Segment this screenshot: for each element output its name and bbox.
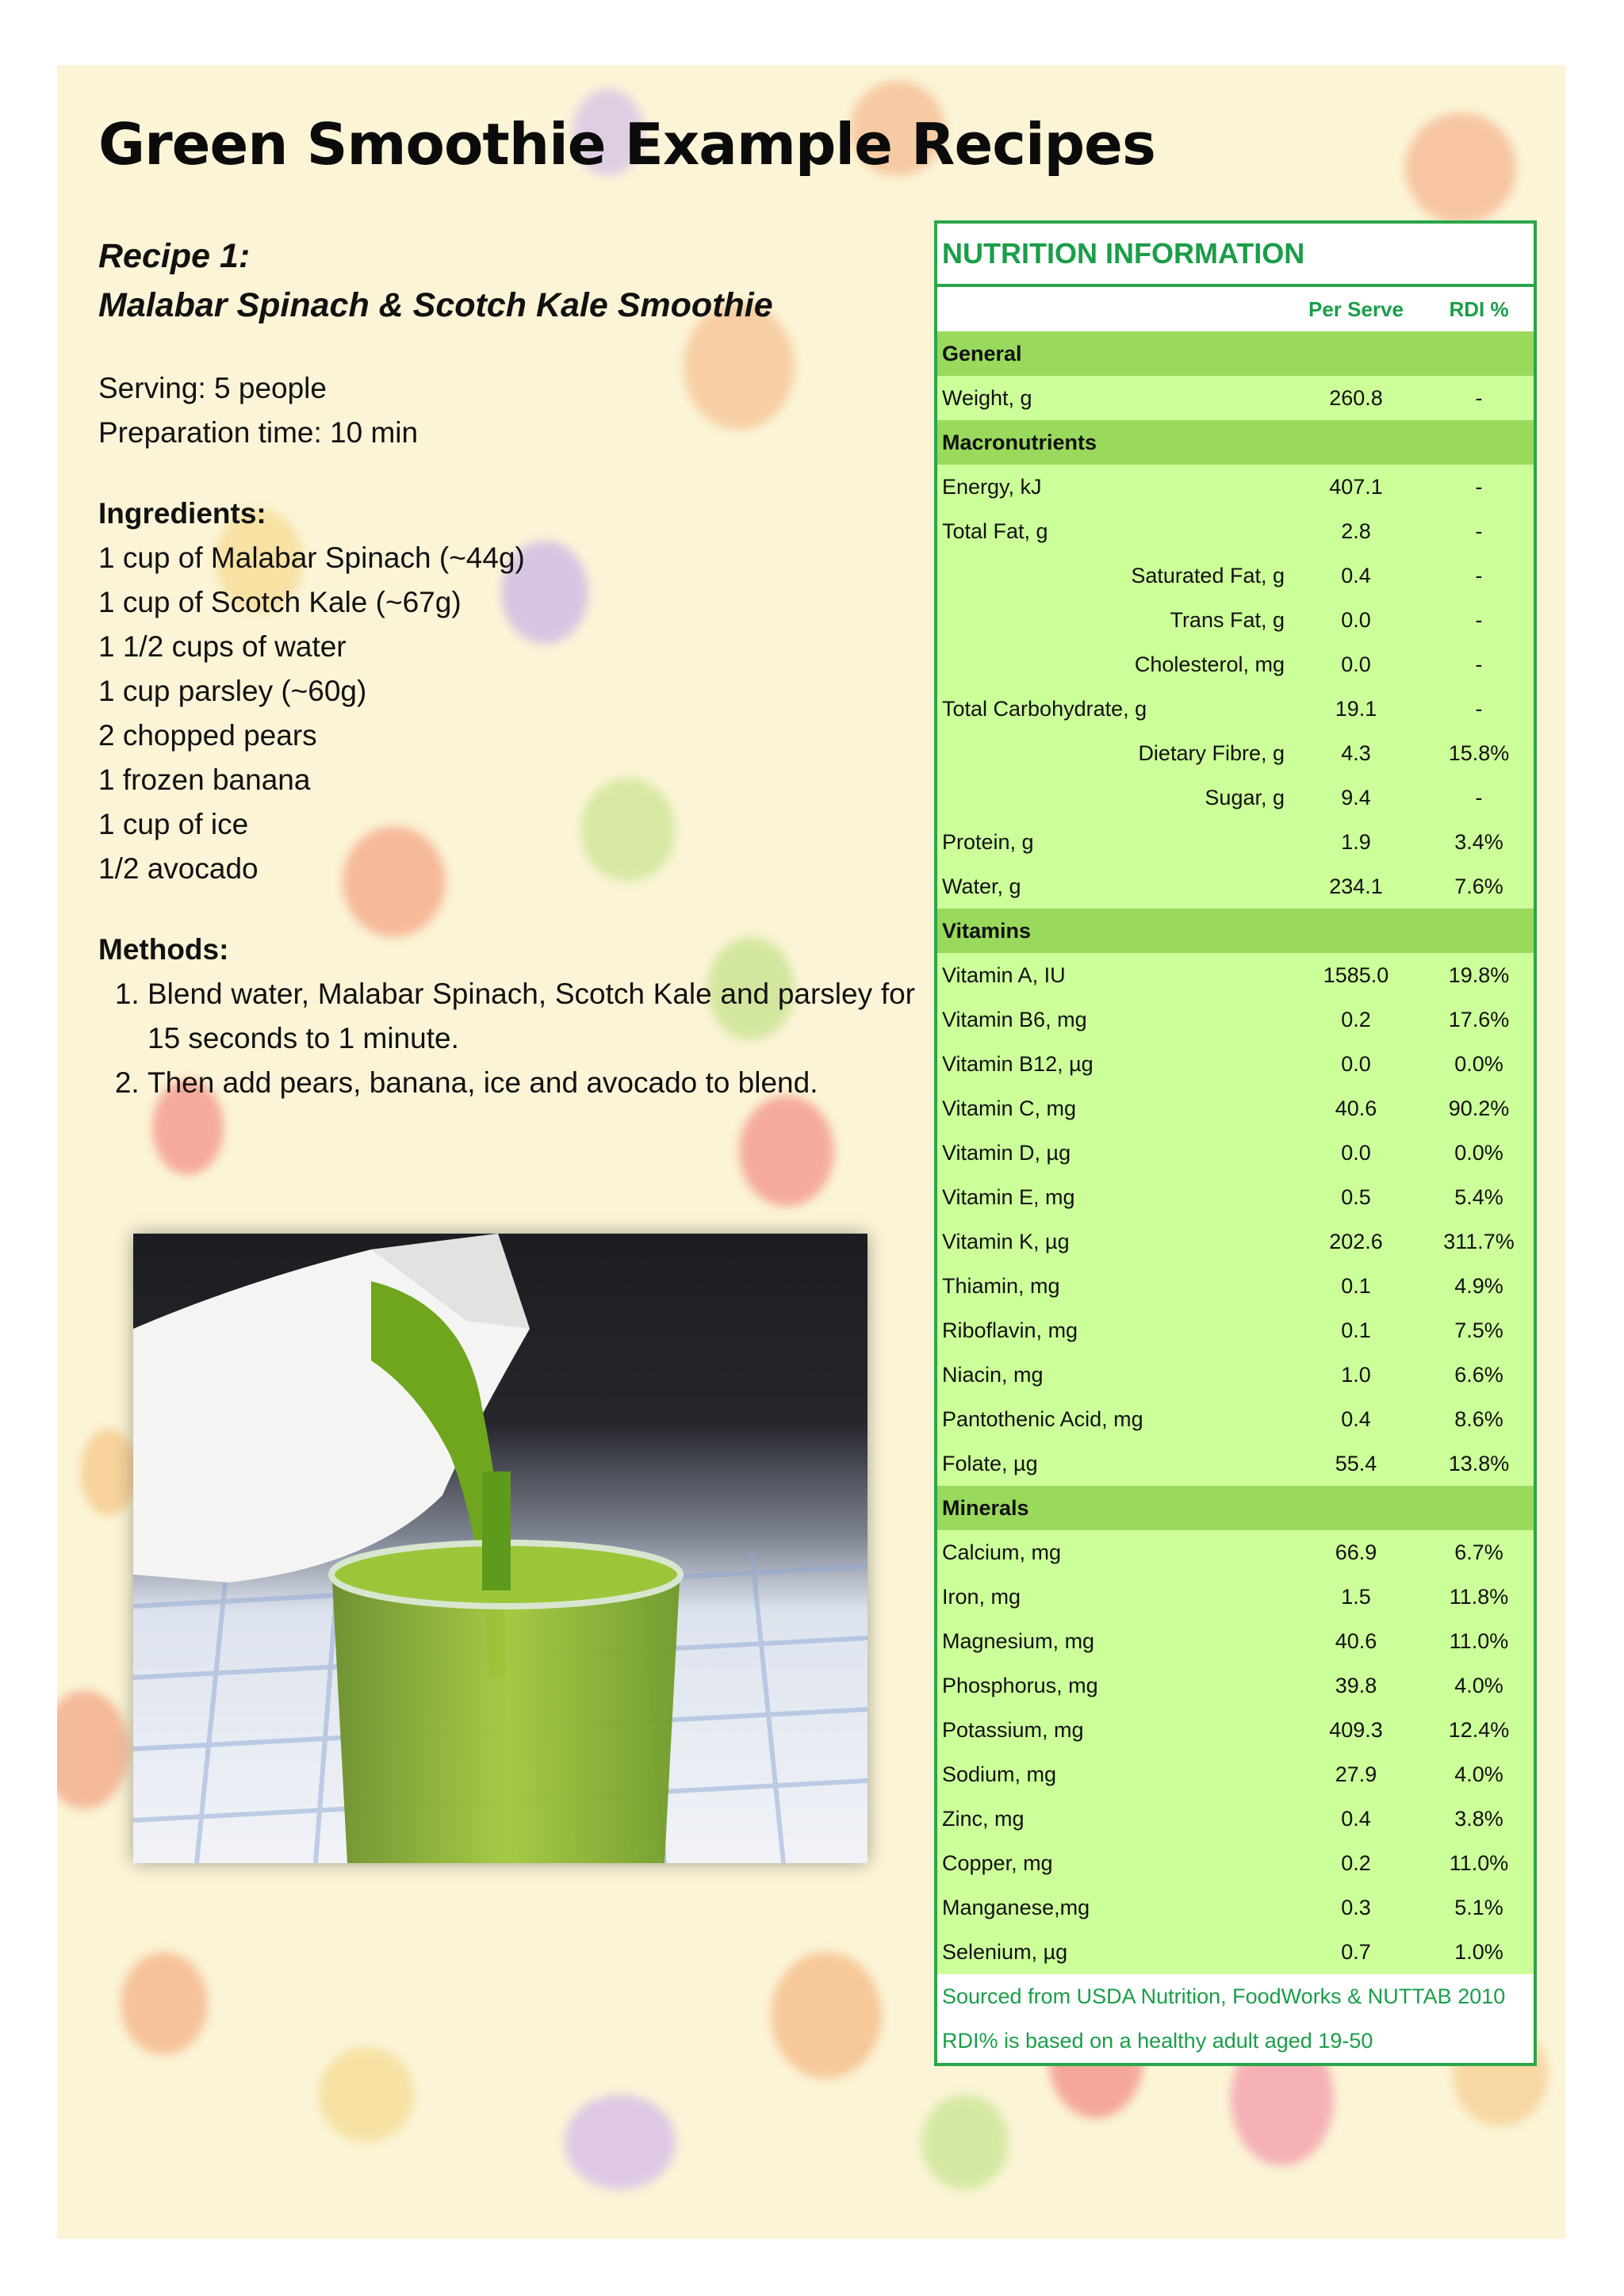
- per-serve-value: 40.6: [1335, 1096, 1377, 1120]
- per-serve-value: 0.0: [1341, 607, 1371, 632]
- page-background: [57, 65, 1565, 2239]
- nutrient-label: Sugar, g: [1205, 785, 1285, 809]
- table-row: [937, 1175, 1534, 1219]
- section-general: General: [937, 331, 1534, 376]
- rdi-header: RDI %: [1449, 297, 1509, 321]
- nutrient-label: Total Fat, g: [942, 519, 1048, 543]
- nutrient-label: Sodium, mg: [942, 1762, 1057, 1786]
- table-row: [937, 731, 1534, 775]
- nutrient-label: Water, g: [942, 874, 1021, 898]
- nutrition-heading: NUTRITION INFORMATION: [937, 224, 1534, 287]
- per-serve-value: 0.2: [1341, 1007, 1371, 1031]
- per-serve-value: 0.4: [1341, 1406, 1371, 1431]
- nutrient-label: Vitamin D, µg: [942, 1140, 1071, 1165]
- nutrient-label: Total Carbohydrate, g: [942, 696, 1147, 721]
- rdi-value: 6.6%: [1454, 1362, 1503, 1387]
- rdi-value: 7.6%: [1454, 874, 1503, 898]
- ingredient-item: 1 cup parsley (~60g): [98, 675, 367, 707]
- table-row: [937, 598, 1534, 642]
- table-row: [937, 1086, 1534, 1131]
- ingredient-item: 1 frozen banana: [98, 763, 311, 796]
- table-row: [937, 1752, 1534, 1797]
- smoothie-illustration: [133, 1234, 868, 1863]
- rdi-value: 0.0%: [1454, 1140, 1503, 1165]
- table-row: [937, 465, 1534, 509]
- table-row: [937, 509, 1534, 553]
- per-serve-value: 1.5: [1341, 1584, 1371, 1609]
- nutrient-label: Protein, g: [942, 829, 1034, 854]
- nutrient-label: Potassium, mg: [942, 1717, 1084, 1742]
- nutrient-label: Riboflavin, mg: [942, 1318, 1078, 1342]
- rdi-value: 1.0%: [1454, 1939, 1503, 1964]
- method-step: 1. Blend water, Malabar Spinach, Scotch Kale and parsley for 15 seconds to 1 minute.: [147, 972, 915, 1061]
- rdi-value: -: [1475, 474, 1483, 499]
- section-vitamins: Vitamins: [937, 909, 1534, 953]
- rdi-value: 4.0%: [1454, 1762, 1503, 1786]
- table-row: [937, 1530, 1534, 1575]
- nutrient-label: Iron, mg: [942, 1584, 1021, 1609]
- rdi-value: 3.4%: [1454, 829, 1503, 854]
- table-row: [937, 1575, 1534, 1619]
- nutrient-label: Dietary Fibre, g: [1138, 740, 1285, 765]
- per-serve-value: 2.8: [1341, 519, 1371, 543]
- table-row: [937, 1885, 1534, 1930]
- rdi-value: 19.8%: [1448, 962, 1510, 987]
- rdi-value: -: [1475, 696, 1483, 721]
- nutrient-label: Copper, mg: [942, 1850, 1053, 1875]
- methods-list: [98, 928, 915, 1105]
- per-serve-value: 0.0: [1341, 1051, 1371, 1076]
- rdi-value: 11.0%: [1449, 1628, 1509, 1653]
- nutrient-label: Calcium, mg: [942, 1540, 1062, 1564]
- table-row: [937, 1441, 1534, 1486]
- rdi-value: -: [1475, 519, 1483, 543]
- table-row: [937, 1219, 1534, 1264]
- ingredient-item: 1 cup of Malabar Spinach (~44g): [98, 541, 525, 574]
- rdi-value: 5.1%: [1454, 1895, 1503, 1919]
- table-row: [937, 687, 1534, 731]
- rdi-value: 3.8%: [1454, 1806, 1503, 1831]
- per-serve-value: 55.4: [1335, 1451, 1377, 1475]
- rdi-value: -: [1475, 652, 1483, 676]
- recipe-section: [98, 232, 915, 1105]
- table-row: [937, 953, 1534, 997]
- rdi-value: 15.8%: [1448, 740, 1510, 765]
- nutrient-label: Niacin, mg: [942, 1362, 1044, 1387]
- table-row: [937, 1264, 1534, 1308]
- ingredients-heading: Ingredients:: [98, 497, 266, 530]
- per-serve-value: 409.3: [1329, 1717, 1383, 1742]
- section-macronutrients: Macronutrients: [937, 420, 1534, 465]
- nutrient-label: Phosphorus, mg: [942, 1673, 1098, 1697]
- nutrient-label: Vitamin E, mg: [942, 1184, 1075, 1209]
- nutrient-label: Manganese,mg: [942, 1895, 1090, 1919]
- per-serve-value: 0.3: [1341, 1895, 1371, 1919]
- per-serve-value: 1.9: [1341, 829, 1371, 854]
- nutrient-label: Folate, µg: [942, 1451, 1038, 1475]
- nutrient-label: Vitamin B12, µg: [942, 1051, 1094, 1076]
- nutrient-label: Energy, kJ: [942, 474, 1042, 499]
- rdi-value: 17.6%: [1448, 1007, 1510, 1031]
- nutrition-table: [934, 220, 1537, 2066]
- rdi-value: 6.7%: [1454, 1540, 1503, 1564]
- rdi-value: 311.7%: [1443, 1229, 1515, 1253]
- nutrient-label: Trans Fat, g: [1170, 607, 1285, 632]
- table-row: [937, 1663, 1534, 1708]
- rdi-value: 12.4%: [1448, 1717, 1510, 1742]
- table-row: [937, 1841, 1534, 1885]
- nutrient-label: Vitamin K, µg: [942, 1229, 1070, 1253]
- per-serve-value: 19.1: [1335, 696, 1377, 721]
- table-row: [937, 553, 1534, 598]
- recipe-meta: [98, 366, 915, 455]
- nutrient-label: Thiamin, mg: [942, 1273, 1060, 1298]
- per-serve-value: 407.1: [1329, 474, 1383, 499]
- table-row: [937, 820, 1534, 864]
- per-serve-value: 234.1: [1329, 874, 1383, 898]
- per-serve-value: 1.0: [1341, 1362, 1371, 1387]
- per-serve-value: 1585.0: [1323, 962, 1389, 987]
- per-serve-value: 9.4: [1341, 785, 1371, 809]
- table-row: [937, 864, 1534, 909]
- per-serve-value: 0.1: [1341, 1318, 1371, 1342]
- rdi-value: 8.6%: [1454, 1406, 1503, 1431]
- rdi-value: 13.8%: [1448, 1451, 1510, 1475]
- ingredient-item: 2 chopped pears: [98, 719, 317, 752]
- table-row: [937, 1797, 1534, 1841]
- per-serve-value: 0.0: [1341, 652, 1371, 676]
- nutrient-label: Saturated Fat, g: [1131, 563, 1285, 587]
- per-serve-value: 202.6: [1329, 1229, 1383, 1253]
- methods-heading: Methods:: [98, 933, 229, 966]
- nutrient-label: Vitamin B6, mg: [942, 1007, 1087, 1031]
- table-row: [937, 775, 1534, 820]
- nutrient-label: Pantothenic Acid, mg: [942, 1406, 1143, 1431]
- table-row: [937, 1619, 1534, 1663]
- nutrient-label: Zinc, mg: [942, 1806, 1025, 1831]
- per-serve-value: 27.9: [1335, 1762, 1377, 1786]
- rdi-value: 90.2%: [1448, 1096, 1510, 1120]
- table-row: [937, 997, 1534, 1042]
- smoothie-photo: [133, 1234, 868, 1863]
- rdi-value: 4.0%: [1454, 1673, 1503, 1697]
- nutrient-label: Magnesium, mg: [942, 1628, 1095, 1653]
- rdi-value: -: [1475, 785, 1483, 809]
- per-serve-value: 0.2: [1341, 1850, 1371, 1875]
- per-serve-value: 66.9: [1335, 1540, 1377, 1564]
- page-title: Green Smoothie Example Recipes: [98, 111, 1155, 178]
- rdi-value: 7.5%: [1454, 1318, 1503, 1342]
- ingredient-item: 1/2 avocado: [98, 852, 259, 885]
- per-serve-value: 4.3: [1341, 740, 1371, 765]
- table-row: [937, 1930, 1534, 1974]
- rdi-value: 5.4%: [1454, 1184, 1503, 1209]
- table-row: [937, 1131, 1534, 1175]
- per-serve-header: Per Serve: [1308, 297, 1404, 321]
- rdi-value: -: [1475, 563, 1483, 587]
- nutrition-column-headers: [937, 287, 1534, 331]
- ingredient-item: 1 cup of Scotch Kale (~67g): [98, 586, 462, 618]
- table-row: [937, 1708, 1534, 1752]
- table-row: [937, 642, 1534, 687]
- table-row: [937, 1308, 1534, 1353]
- prep-time-text: Preparation time: 10 min: [98, 416, 419, 449]
- rdi-note: RDI% is based on a healthy adult aged 19-50: [937, 2019, 1534, 2063]
- per-serve-value: 0.4: [1341, 1806, 1371, 1831]
- section-minerals: Minerals: [937, 1486, 1534, 1530]
- recipe-number: Recipe 1:: [98, 237, 251, 275]
- rdi-value: -: [1475, 607, 1483, 632]
- source-note: Sourced from USDA Nutrition, FoodWorks & NUTTAB 2010: [937, 1974, 1534, 2019]
- nutrient-label: Cholesterol, mg: [1134, 652, 1285, 676]
- nutrient-label: Selenium, µg: [942, 1939, 1068, 1964]
- rdi-value: 0.0%: [1454, 1051, 1503, 1076]
- rdi-value: 11.8%: [1449, 1584, 1509, 1609]
- per-serve-value: 39.8: [1335, 1673, 1377, 1697]
- nutrient-label: Vitamin C, mg: [942, 1096, 1077, 1120]
- nutrient-label: Vitamin A, IU: [942, 962, 1066, 987]
- table-row: [937, 1353, 1534, 1397]
- serving-text: Serving: 5 people: [98, 372, 327, 404]
- ingredients-list: [98, 492, 915, 891]
- per-serve-value: 0.5: [1341, 1184, 1371, 1209]
- recipe-name: Malabar Spinach & Scotch Kale Smoothie: [98, 286, 773, 324]
- method-step: 2. Then add pears, banana, ice and avocado to blend.: [147, 1061, 915, 1105]
- per-serve-value: 0.1: [1341, 1273, 1371, 1298]
- rdi-value: 11.0%: [1449, 1850, 1509, 1875]
- per-serve-value: 0.0: [1341, 1140, 1371, 1165]
- ingredient-item: 1 1/2 cups of water: [98, 630, 347, 663]
- table-row: [937, 1397, 1534, 1441]
- per-serve-value: 0.7: [1341, 1939, 1371, 1964]
- table-row: [937, 1042, 1534, 1086]
- table-row: Weight, g 260.8 -: [937, 376, 1534, 420]
- rdi-value: 4.9%: [1454, 1273, 1503, 1298]
- per-serve-value: 0.4: [1341, 563, 1371, 587]
- ingredient-item: 1 cup of ice: [98, 808, 249, 840]
- per-serve-value: 40.6: [1335, 1628, 1377, 1653]
